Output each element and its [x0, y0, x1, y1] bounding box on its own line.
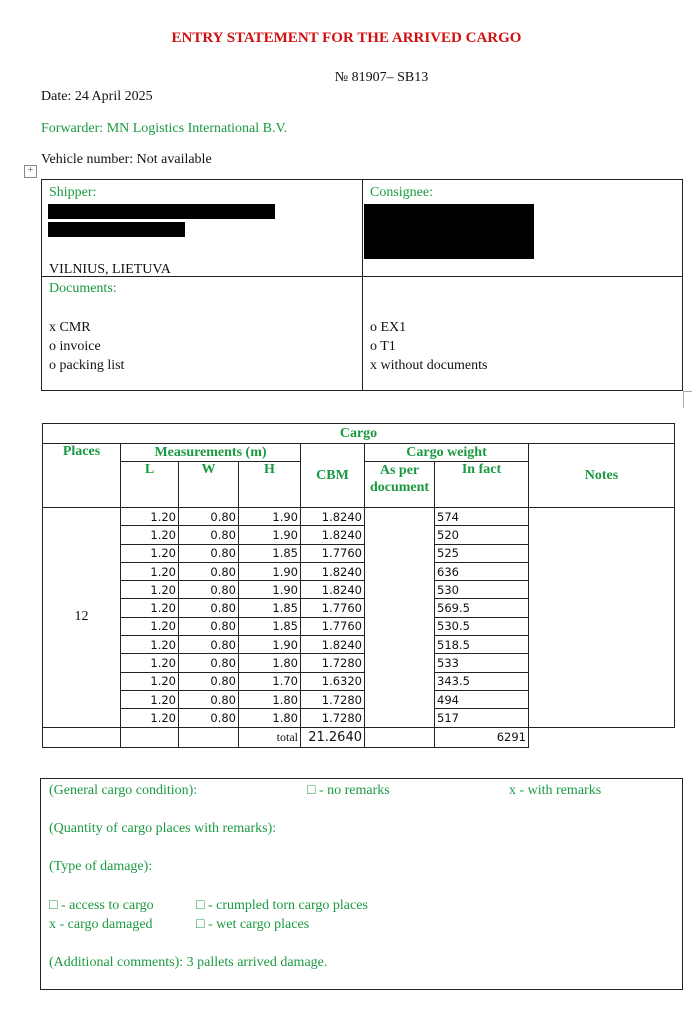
shipper-address-redaction	[48, 222, 185, 237]
cargo-h: 1.90	[239, 636, 301, 654]
cargo-as-per	[365, 654, 435, 672]
cargo-h: 1.85	[239, 544, 301, 562]
cargo-l: 1.20	[121, 690, 179, 708]
document-number: № 81907– SB13	[334, 70, 429, 85]
total-in-fact: 6291	[435, 727, 529, 747]
cargo-in-fact: 517	[435, 709, 529, 727]
wet-option[interactable]: □ - wet cargo places	[196, 917, 310, 932]
cargo-in-fact: 533	[435, 654, 529, 672]
cargo-row	[43, 690, 675, 708]
cargo-l: 1.20	[121, 617, 179, 635]
cargo-in-fact: 525	[435, 544, 529, 562]
cargo-w: 0.80	[179, 672, 239, 690]
cargo-row	[43, 709, 675, 727]
cargo-cbm: 1.7280	[301, 654, 365, 672]
no-remarks-option[interactable]: □ - no remarks	[307, 783, 390, 798]
doc-cmr: x CMR	[49, 320, 91, 335]
cargo-w: 0.80	[179, 544, 239, 562]
access-option[interactable]: □ - access to cargo	[49, 898, 154, 913]
cargo-h: 1.90	[239, 562, 301, 580]
cargo-l: 1.20	[121, 562, 179, 580]
cargo-in-fact: 530.5	[435, 617, 529, 635]
cargo-h: 1.85	[239, 617, 301, 635]
cargo-l: 1.20	[121, 636, 179, 654]
cargo-as-per	[365, 526, 435, 544]
cargo-as-per	[365, 581, 435, 599]
cargo-notes	[529, 690, 675, 708]
total-empty-notes	[529, 727, 675, 747]
additional-comments	[49, 955, 327, 971]
cargo-h: 1.90	[239, 526, 301, 544]
consignee-label: Consignee:	[370, 185, 433, 200]
places-count: 12	[43, 508, 121, 728]
cargo-l: 1.20	[121, 544, 179, 562]
cargo-l: 1.20	[121, 526, 179, 544]
cargo-h: 1.90	[239, 581, 301, 599]
quantity-label: (Quantity of cargo places with remarks):	[49, 821, 277, 836]
cargo-h: 1.80	[239, 654, 301, 672]
with-remarks-option[interactable]: x - with remarks	[509, 783, 602, 798]
cargo-cbm: 1.6320	[301, 672, 365, 690]
table-resize-handle[interactable]	[683, 391, 692, 408]
doc-ex1: o EX1	[370, 320, 407, 335]
cargo-notes	[529, 617, 675, 635]
table-move-handle-icon[interactable]: +	[24, 165, 37, 178]
cargo-in-fact: 343.5	[435, 672, 529, 690]
cargo-title: Cargo	[43, 424, 675, 444]
cargo-row	[43, 508, 675, 526]
cargo-row	[43, 562, 675, 580]
cargo-l: 1.20	[121, 672, 179, 690]
total-label: total	[239, 727, 301, 747]
total-empty-l	[121, 727, 179, 747]
cargo-cbm: 1.8240	[301, 581, 365, 599]
cargo-row	[43, 526, 675, 544]
total-empty-places	[43, 727, 121, 747]
cbm-header: CBM	[301, 444, 365, 508]
cargo-w: 0.80	[179, 636, 239, 654]
cargo-notes	[529, 599, 675, 617]
additional-comments-text: 3 pallets arrived damage.	[183, 955, 328, 970]
places-header: Places	[43, 444, 121, 508]
as-per-document-header: As per document	[365, 462, 435, 508]
doc-without: x without documents	[370, 358, 488, 373]
total-cbm: 21.2640	[301, 727, 365, 747]
forwarder-line: Forwarder: MN Logistics International B.V.	[41, 121, 288, 136]
cargo-h: 1.70	[239, 672, 301, 690]
additional-comments-label: (Additional comments):	[49, 955, 184, 970]
cargo-in-fact: 520	[435, 526, 529, 544]
cargo-cbm: 1.7760	[301, 599, 365, 617]
cargo-row	[43, 617, 675, 635]
measurements-header: Measurements (m)	[121, 444, 301, 462]
cargo-cbm: 1.7280	[301, 690, 365, 708]
cargo-cbm: 1.8240	[301, 508, 365, 526]
weight-header: Cargo weight	[365, 444, 529, 462]
cargo-row	[43, 581, 675, 599]
parties-box	[41, 179, 683, 391]
cargo-in-fact: 530	[435, 581, 529, 599]
cargo-l: 1.20	[121, 508, 179, 526]
notes-header: Notes	[529, 444, 675, 508]
cargo-l: 1.20	[121, 654, 179, 672]
cargo-w: 0.80	[179, 709, 239, 727]
cargo-cbm: 1.7760	[301, 617, 365, 635]
cargo-h: 1.85	[239, 599, 301, 617]
cargo-cbm: 1.7760	[301, 544, 365, 562]
damage-type-label: (Type of damage):	[49, 859, 153, 874]
cargo-notes	[529, 581, 675, 599]
document-title: ENTRY STATEMENT FOR THE ARRIVED CARGO	[171, 30, 522, 46]
cargo-in-fact: 518.5	[435, 636, 529, 654]
cargo-as-per	[365, 617, 435, 635]
condition-box	[40, 778, 683, 990]
doc-invoice: o invoice	[49, 339, 101, 354]
h-header: H	[239, 462, 301, 508]
doc-t1: o T1	[370, 339, 396, 354]
cargo-as-per	[365, 544, 435, 562]
cargo-as-per	[365, 672, 435, 690]
cargo-row	[43, 672, 675, 690]
shipper-city: VILNIUS, LIETUVA	[49, 262, 171, 277]
cargo-row	[43, 636, 675, 654]
cargo-in-fact: 574	[435, 508, 529, 526]
cargo-h: 1.80	[239, 709, 301, 727]
cargo-table	[42, 423, 675, 748]
cargo-notes	[529, 672, 675, 690]
cargo-notes	[529, 562, 675, 580]
doc-packing-list: o packing list	[49, 358, 125, 373]
cargo-notes	[529, 544, 675, 562]
cargo-as-per	[365, 599, 435, 617]
cargo-cbm: 1.8240	[301, 526, 365, 544]
consignee-redaction	[364, 204, 534, 259]
cargo-as-per	[365, 709, 435, 727]
cargo-w: 0.80	[179, 654, 239, 672]
cargo-in-fact: 636	[435, 562, 529, 580]
cargo-w: 0.80	[179, 562, 239, 580]
cargo-as-per	[365, 636, 435, 654]
cargo-in-fact: 569.5	[435, 599, 529, 617]
cargo-l: 1.20	[121, 599, 179, 617]
cargo-notes	[529, 508, 675, 526]
vehicle-line: Vehicle number: Not available	[41, 152, 212, 167]
cargo-h: 1.90	[239, 508, 301, 526]
crumpled-option[interactable]: □ - crumpled torn cargo places	[196, 898, 368, 913]
cargo-w: 0.80	[179, 526, 239, 544]
cargo-row	[43, 544, 675, 562]
in-fact-header: In fact	[435, 462, 529, 508]
cargo-l: 1.20	[121, 581, 179, 599]
cargo-in-fact: 494	[435, 690, 529, 708]
damaged-option[interactable]: x - cargo damaged	[49, 917, 153, 932]
cargo-notes	[529, 654, 675, 672]
w-header: W	[179, 462, 239, 508]
cargo-cbm: 1.8240	[301, 562, 365, 580]
cargo-notes	[529, 636, 675, 654]
cargo-as-per	[365, 508, 435, 526]
cargo-w: 0.80	[179, 617, 239, 635]
cargo-as-per	[365, 562, 435, 580]
cargo-cbm: 1.7280	[301, 709, 365, 727]
total-empty-w	[179, 727, 239, 747]
cargo-notes	[529, 709, 675, 727]
cargo-w: 0.80	[179, 508, 239, 526]
shipper-name-redaction	[48, 204, 275, 219]
cargo-w: 0.80	[179, 581, 239, 599]
l-header: L	[121, 462, 179, 508]
cargo-row	[43, 654, 675, 672]
cargo-l: 1.20	[121, 709, 179, 727]
documents-label: Documents:	[49, 281, 117, 296]
cargo-w: 0.80	[179, 690, 239, 708]
cargo-cbm: 1.8240	[301, 636, 365, 654]
cargo-notes	[529, 526, 675, 544]
cargo-row	[43, 599, 675, 617]
general-condition-label: (General cargo condition):	[49, 783, 198, 798]
total-empty-as-per	[365, 727, 435, 747]
cargo-w: 0.80	[179, 599, 239, 617]
shipper-label: Shipper:	[49, 185, 97, 200]
cargo-as-per	[365, 690, 435, 708]
cargo-h: 1.80	[239, 690, 301, 708]
date-line: Date: 24 April 2025	[41, 89, 153, 104]
